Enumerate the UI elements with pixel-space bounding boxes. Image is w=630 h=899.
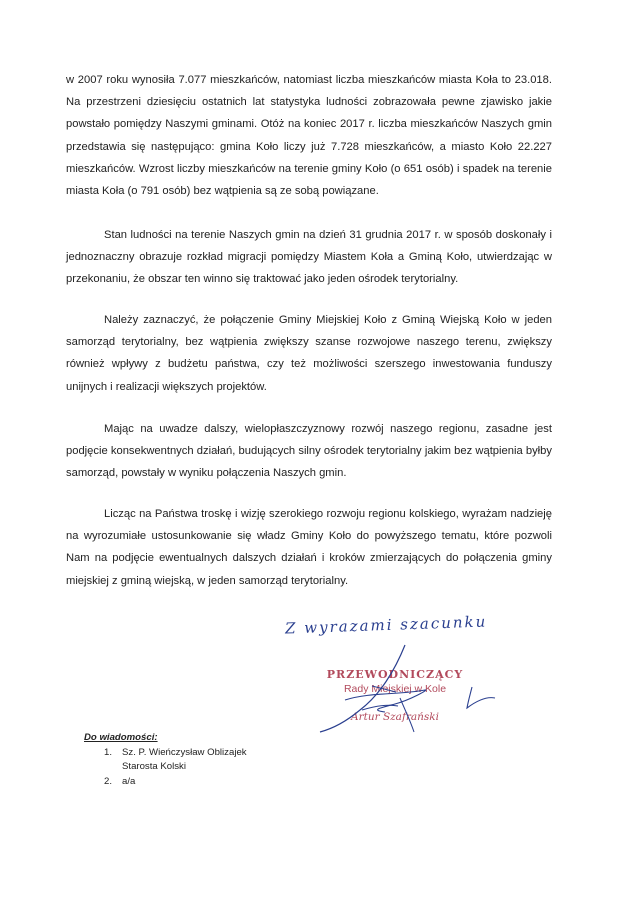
stamp-body: Rady Miejskiej w Kole [343, 683, 447, 695]
list-number: 2. [103, 775, 112, 787]
paragraph-text: Należy zaznaczyć, że połączenie Gminy Miejskiej Koło z Gminą Wiejską Koło w jeden samorząd terytorialny, bez wątpienia zwiększy szanse rozwojowe naszego terenu, zwiększy również wpływy z budżetu państwa, czy też możliwości szerszego inwestowania funduszy unijnych i realizacji większych projektów. [66, 314, 552, 393]
paragraph-text: w 2007 roku wynosiła 7.077 mieszkańców, natomiast liczba mieszkańców miasta Koła to 23.018. Na przestrzeni dziesięciu ostatnich lat statystyka ludności zobrazowała pewne zjawisko jakie powstało pomiędzy Naszymi gminami. Otóż na koniec 2017 r. liczba mieszkańców Naszych gmin przedstawia się następująco: gmina Koło liczy już 7.728 mieszkańców, a miasto Koło 22.227 mieszkańców. Wzrost liczby mieszkańców na terenie gminy Koło (o 651 osób) i spadek na terenie miasta Koła (o 791 osób) bez wątpienia są ze sobą powiązane. [66, 74, 552, 198]
list-item [90, 775, 247, 790]
recipient-title: Starosta Kolski [122, 761, 186, 772]
paragraph-text: Licząc na Państwa troskę i wizję szerokiego rozwoju regionu kolskiego, wyrażam nadzieję na wyrozumiałe ustosunkowanie się władz Gminy Koło do powyższego tematu, które pozwoli Nam na podjęcie ewentualnych dalszych działań i kroków zmierzających do połączenia gminy miejskiej z gminą wiejską, w jeden samorząd terytorialny. [66, 508, 552, 587]
list-item [90, 746, 247, 775]
recipient-name: Sz. P. Wieńczysław Oblizajek [122, 746, 247, 758]
distribution-heading: Do wiadomości: [84, 732, 158, 743]
list-item-text [122, 746, 247, 775]
list-number: 1. [103, 746, 112, 758]
paragraph-5 [66, 503, 552, 592]
paragraph-3 [66, 309, 552, 398]
paragraph-1 [66, 69, 552, 202]
list-item-text: a/a [122, 775, 136, 787]
paragraph-4 [66, 418, 552, 485]
handwritten-signature [300, 640, 510, 740]
handwritten-closing: Z wyrazami szacunku [284, 612, 488, 638]
distribution-list [84, 731, 247, 789]
paragraph-2 [66, 224, 552, 291]
stamp-title: PRZEWODNICZĄCY [326, 668, 464, 681]
paragraph-text: Stan ludności na terenie Naszych gmin na dzień 31 grudnia 2017 r. w sposób doskonały i jednoznaczny obrazuje rozkład migracji pomiędzy Miastem Koła a Gminą Koło, utwierdzając w przekonaniu, że obszar ten winno się traktować jako jeden ośrodek terytorialny. [66, 229, 552, 286]
stamp-name: Artur Szafrański [351, 711, 439, 723]
paragraph-text: Mając na uwadze dalszy, wielopłaszczyznowy rozwój naszego regionu, zasadne jest podjęcie konsekwentnych działań, budujących silny ośrodek terytorialny jakim bez wątpienia byłby samorząd, powstały w wyniku połączenia Naszych gmin. [66, 423, 552, 480]
